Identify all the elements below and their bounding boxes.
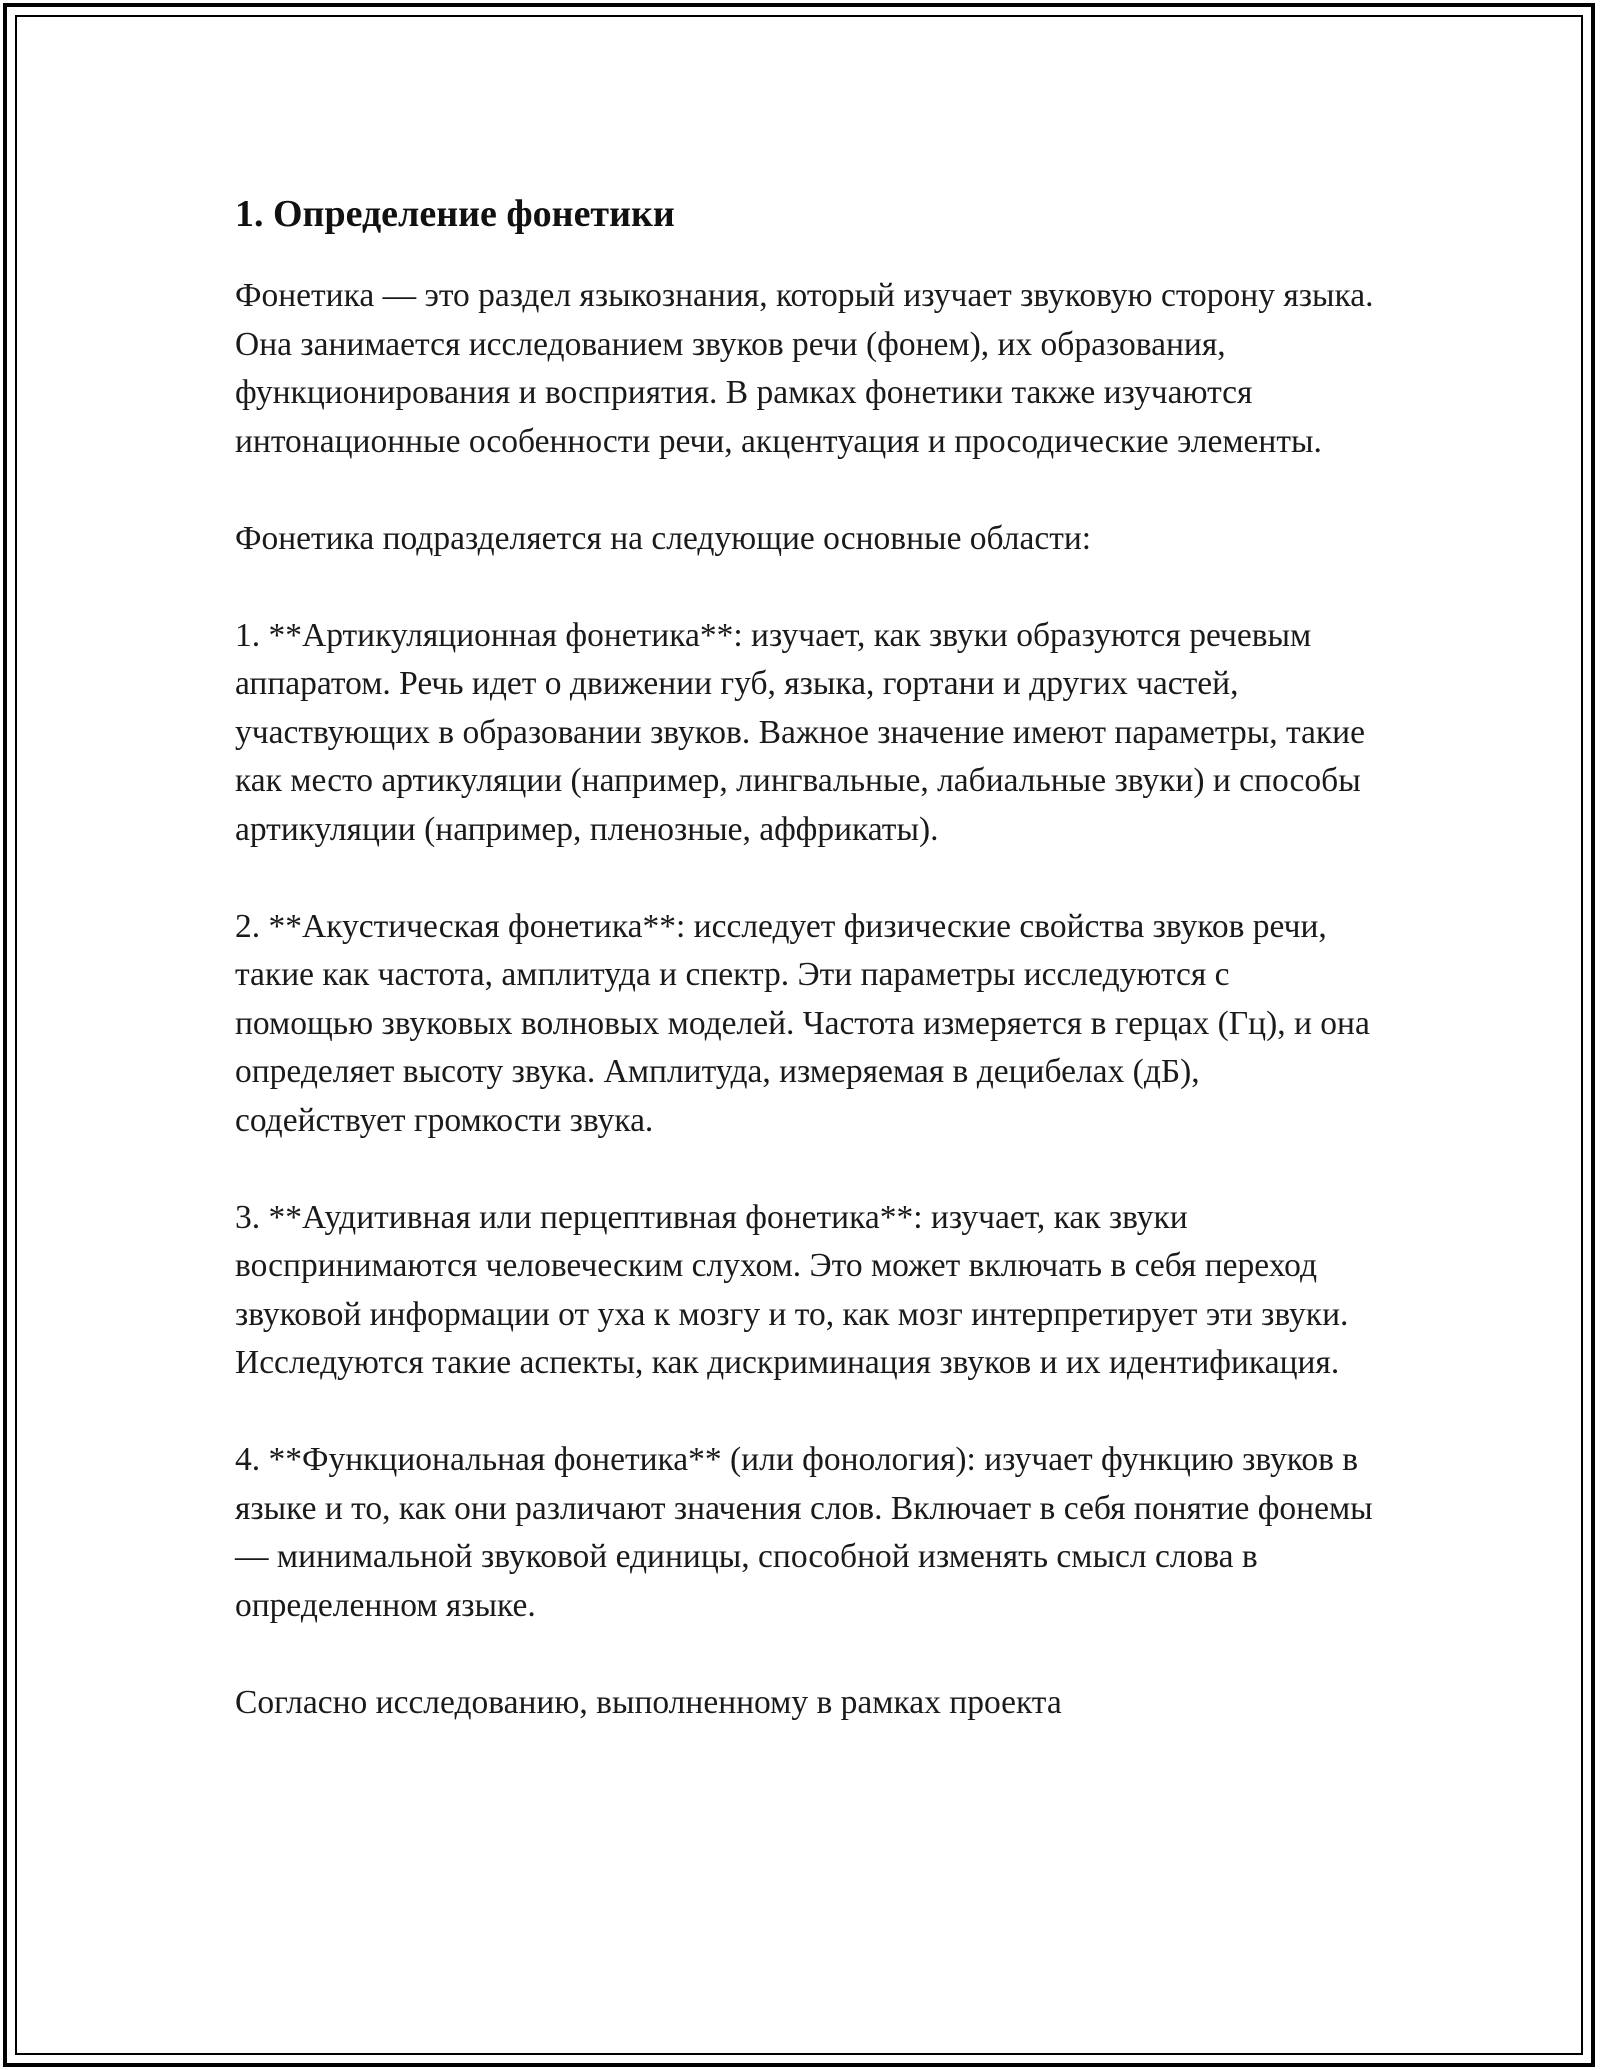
paragraph-acoustic: 2. **Акустическая фонетика**: исследует физические свойства звуков речи, такие как частота, амплитуда и спектр. Эти параметры исследуются с помощью звуковых волновых моделей. Частота измеряется в герцах (Гц), и она определяет высоту звука. Амплитуда, измеряемая в децибелах (дБ), содействует громкости звука. [235,907,1370,1139]
document-body [235,190,1375,1776]
paragraph-intro: Фонетика — это раздел языкознания, который изучает звуковую сторону языка. Она занимается исследованием звуков речи (фонем), их образования, функционирования и восприятия. В рамках фонетики также изучаются интонационные особенности речи, акцентуация и просодические элементы. [235,277,1374,460]
paragraph-auditory: 3. **Аудитивная или перцептивная фонетика**: изучает, как звуки воспринимаются человеческим слухом. Это может включать в себя переход звуковой информации от уха к мозгу и то, как мозг интерпретирует эти звуки. Исследуются такие аспекты, как дискриминация звуков и их идентификация. [235,1198,1349,1381]
section-heading: 1. Определение фонетики [235,193,675,235]
paragraph-functional: 4. **Функциональная фонетика** (или фонология): изучает функцию звуков в языке и то, как они различают значения слов. Включает в себя понятие фонемы — минимальной звуковой единицы, способной изменять смысл слова в определенном языке. [235,1441,1373,1624]
paragraph-closing: Согласно исследованию, выполненному в рамках проекта [235,1683,1062,1721]
paragraph-articulatory: 1. **Артикуляционная фонетика**: изучает, как звуки образуются речевым аппаратом. Речь идет о движении губ, языка, гортани и других частей, участвующих в образовании звуков. Важное значение имеют параметры, такие как место артикуляции (например, лингвальные, лабиальные звуки) и способы артикуляции (например, пленозные, аффрикаты). [235,616,1365,848]
paragraph-areas-lead: Фонетика подразделяется на следующие основные области: [235,519,1092,557]
